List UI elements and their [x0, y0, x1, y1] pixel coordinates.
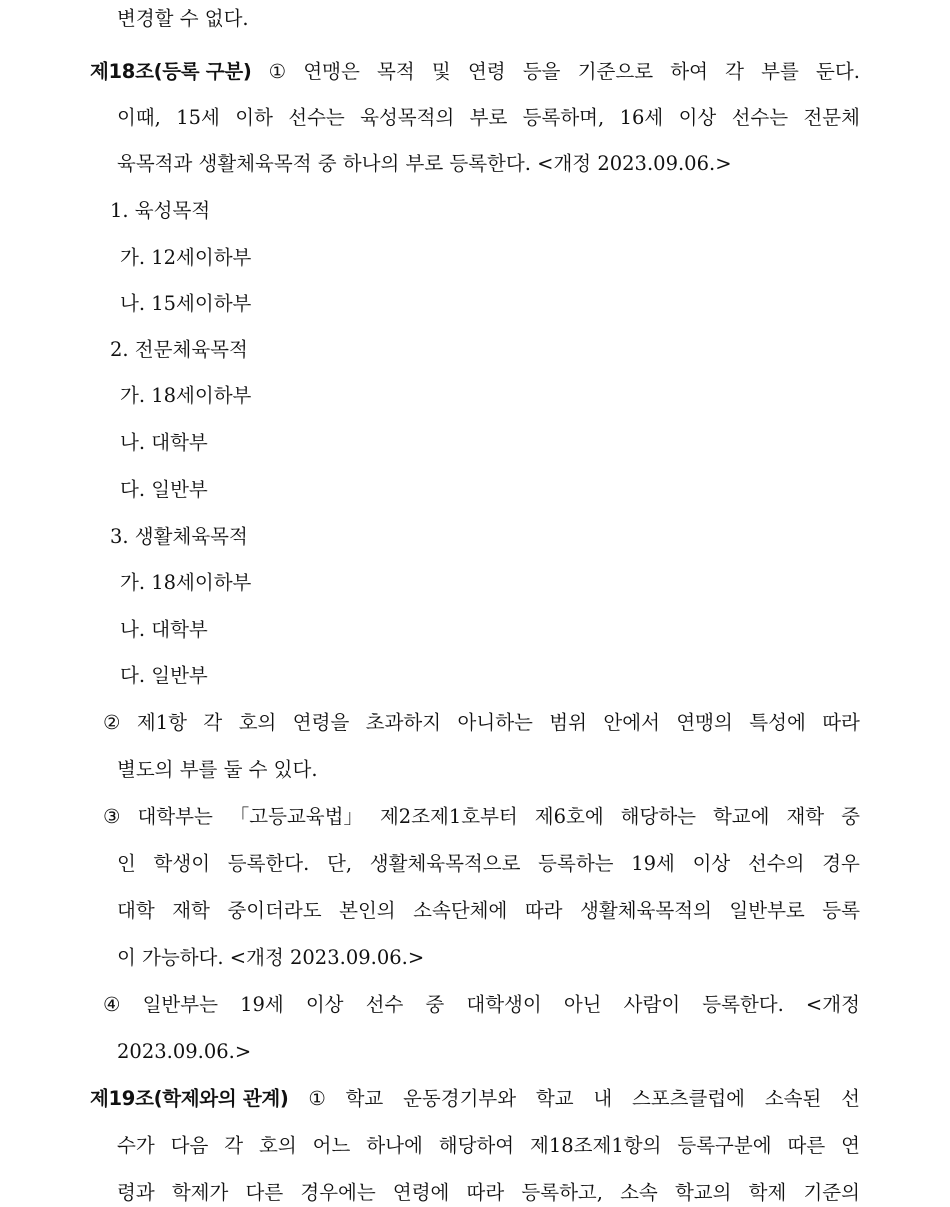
- list-item: 다. 일반부: [120, 664, 208, 687]
- text-line: 2023.09.06.>: [117, 1040, 252, 1063]
- text-line: ② 제1항 각 호의 연령을 초과하지 아니하는 범위 안에서 연맹의 특성에 따라: [103, 711, 860, 734]
- text-line: 수가 다음 각 호의 어느 하나에 해당하여 제18조제1항의 등록구분에 따른 연: [117, 1134, 860, 1157]
- article-19-title: 제19조(학제와의 관계): [90, 1087, 289, 1110]
- text-line: 이때, 15세 이하 선수는 육성목적의 부로 등록하며, 16세 이상 선수는 전문체: [117, 106, 860, 129]
- list-item: 가. 12세이하부: [120, 246, 252, 269]
- article-19-first-line: 제19조(학제와의 관계) ① 학교 운동경기부와 학교 내 스포츠클럽에 소속된 선: [90, 1085, 860, 1113]
- text-line: 령과 학제가 다른 경우에는 연령에 따라 등록하고, 소속 학교의 학제 기준의: [117, 1181, 860, 1204]
- article-18-first-line: 제18조(등록 구분) ① 연맹은 목적 및 연령 등을 기준으로 하여 각 부를 둔다.: [90, 58, 860, 86]
- list-item: 3. 생활체육목적: [110, 525, 248, 548]
- text-line: 인 학생이 등록한다. 단, 생활체육목적으로 등록하는 19세 이상 선수의 경우: [117, 852, 860, 875]
- list-item: 나. 15세이하부: [120, 292, 252, 315]
- list-item: 나. 대학부: [120, 431, 208, 454]
- text-line: 이 가능하다. <개정 2023.09.06.>: [117, 946, 425, 969]
- list-item: 다. 일반부: [120, 478, 208, 501]
- text-line: ④ 일반부는 19세 이상 선수 중 대학생이 아닌 사람이 등록한다. <개정: [103, 993, 860, 1016]
- text-line: 대학 재학 중이더라도 본인의 소속단체에 따라 생활체육목적의 일반부로 등록: [117, 899, 860, 922]
- list-item: 나. 대학부: [120, 618, 208, 641]
- text-line: 별도의 부를 둘 수 있다.: [117, 758, 318, 781]
- text-line: 육목적과 생활체육목적 중 하나의 부로 등록한다. <개정 2023.09.06.>: [117, 152, 732, 175]
- list-item: 가. 18세이하부: [120, 571, 252, 594]
- text-line: ③ 대학부는 「고등교육법」 제2조제1호부터 제6호에 해당하는 학교에 재학 중: [103, 805, 860, 828]
- list-item: 2. 전문체육목적: [110, 338, 248, 361]
- text-line: 변경할 수 없다.: [117, 7, 249, 30]
- article-18-title: 제18조(등록 구분): [90, 60, 252, 83]
- list-item: 1. 육성목적: [110, 199, 211, 222]
- list-item: 가. 18세이하부: [120, 384, 252, 407]
